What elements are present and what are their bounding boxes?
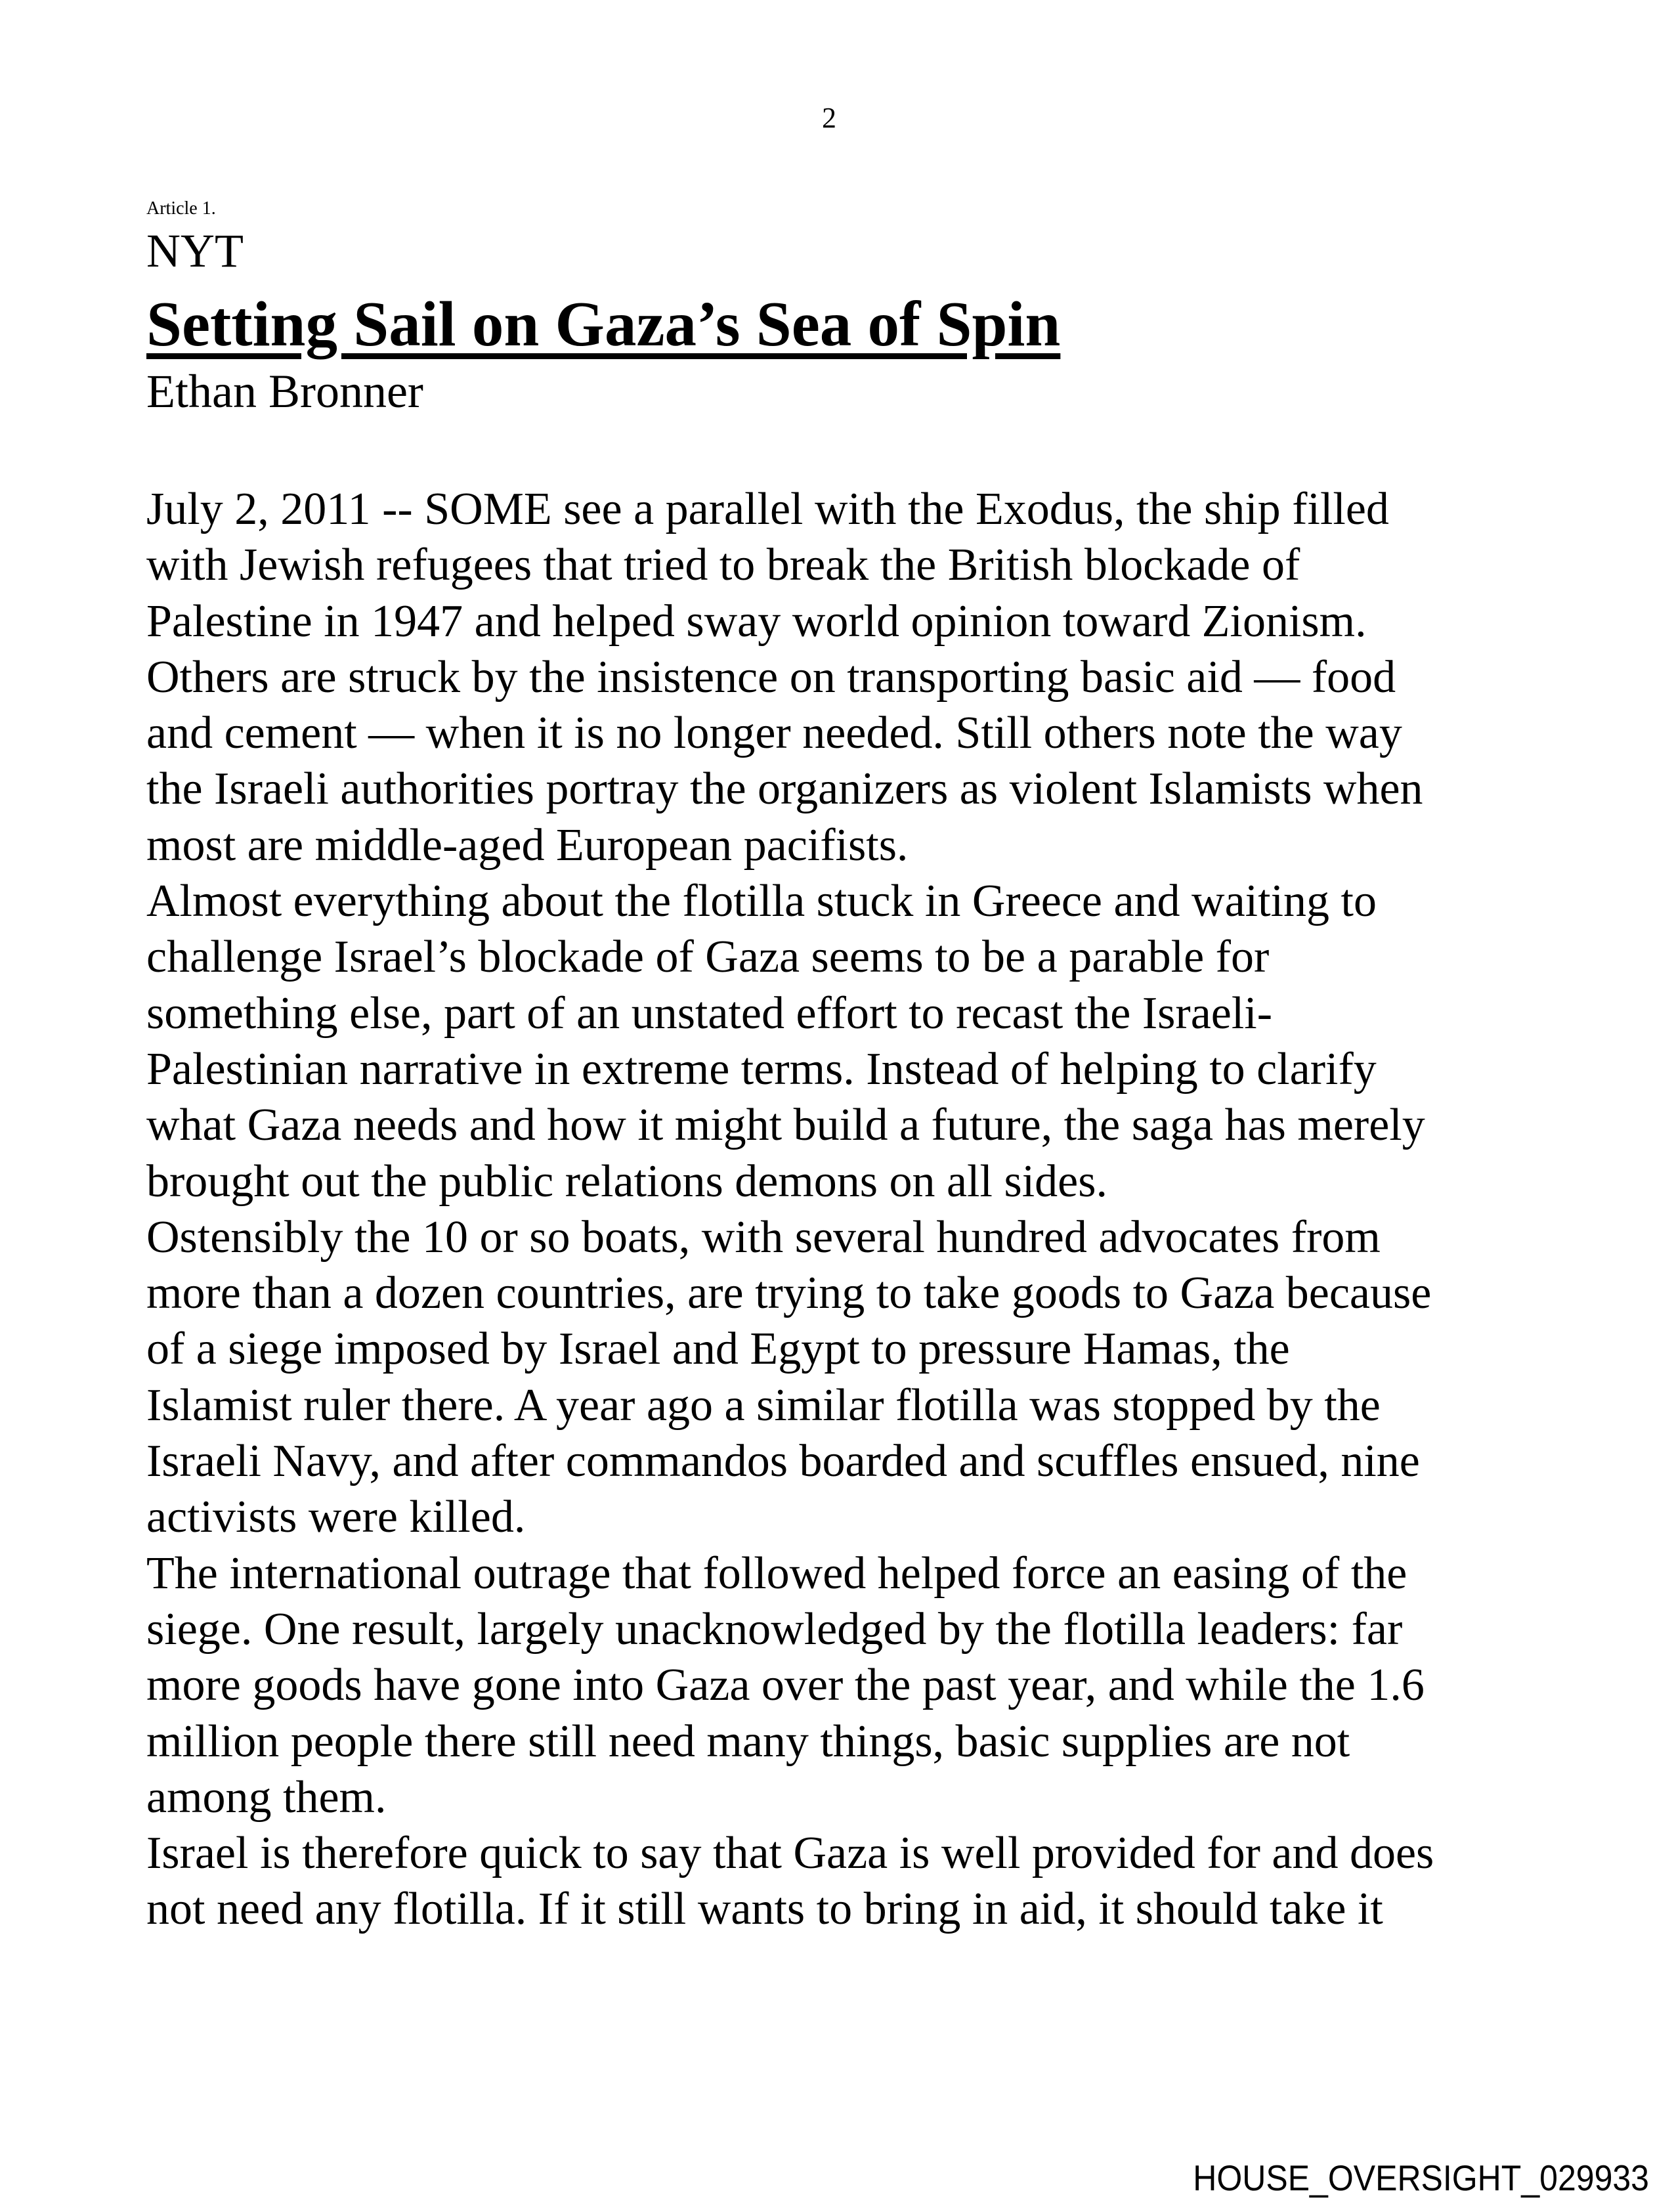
page-number: 2 [822, 102, 836, 134]
body-text-line: activists were killed. [146, 1492, 526, 1543]
body-text-line: among them. [146, 1771, 387, 1823]
body-text-line: million people there still need many things, basic supplies are not [146, 1716, 1350, 1767]
body-text-line: of a siege imposed by Israel and Egypt to pressure Hamas, the [146, 1324, 1290, 1375]
body-text-line: something else, part of an unstated effort to recast the Israeli- [146, 987, 1273, 1039]
body-text-line: July 2, 2011 -- SOME see a parallel with the Exodus, the ship filled [146, 484, 1389, 534]
body-text-line: more goods have gone into Gaza over the past year, and while the 1.6 [146, 1660, 1425, 1711]
body-text-line: and cement — when it is no longer needed. Still others note the way [146, 708, 1402, 759]
body-text-line: what Gaza needs and how it might build a future, the saga has merely [146, 1100, 1425, 1151]
author-byline: Ethan Bronner [146, 365, 423, 418]
body-text-line: The international outrage that followed helped force an easing of the [146, 1548, 1407, 1599]
body-text-line: Palestine in 1947 and helped sway world opinion toward Zionism. [146, 596, 1367, 647]
body-text-line: Palestinian narrative in extreme terms. Instead of helping to clarify [146, 1043, 1377, 1095]
body-text-line: Ostensibly the 10 or so boats, with several hundred advocates from [146, 1211, 1381, 1263]
body-text-line: Islamist ruler there. A year ago a similar flotilla was stopped by the [146, 1379, 1381, 1431]
body-text-line: not need any flotilla. If it still wants to bring in aid, it should take it [146, 1884, 1383, 1935]
article-label: Article 1. [146, 198, 216, 219]
body-text-line: challenge Israel’s blockade of Gaza seems to be a parable for [146, 932, 1270, 983]
article-body [146, 481, 1434, 1938]
body-text-line: siege. One result, largely unacknowledged by the flotilla leaders: far [146, 1603, 1403, 1655]
article-title: Setting Sail on Gaza’s Sea of Spin [146, 289, 1061, 359]
body-text-line: Almost everything about the flotilla stuck in Greece and waiting to [146, 876, 1377, 927]
document-id-footer: HOUSE_OVERSIGHT_029933 [1193, 2158, 1649, 2199]
body-text-line: brought out the public relations demons on all sides. [146, 1156, 1107, 1207]
body-text-line: with Jewish refugees that tried to break the British blockade of [146, 540, 1300, 591]
body-text-line: more than a dozen countries, are trying to take goods to Gaza because [146, 1268, 1432, 1319]
source-name: NYT [146, 225, 244, 277]
body-text-line: the Israeli authorities portray the organizers as violent Islamists when [146, 764, 1423, 815]
body-text-line: Israel is therefore quick to say that Gaza is well provided for and does [146, 1828, 1434, 1879]
body-text-line: most are middle-aged European pacifists. [146, 819, 909, 871]
body-text-line: Others are struck by the insistence on transporting basic aid — food [146, 651, 1396, 703]
body-text-line: Israeli Navy, and after commandos boarded and scuffles ensued, nine [146, 1436, 1420, 1487]
